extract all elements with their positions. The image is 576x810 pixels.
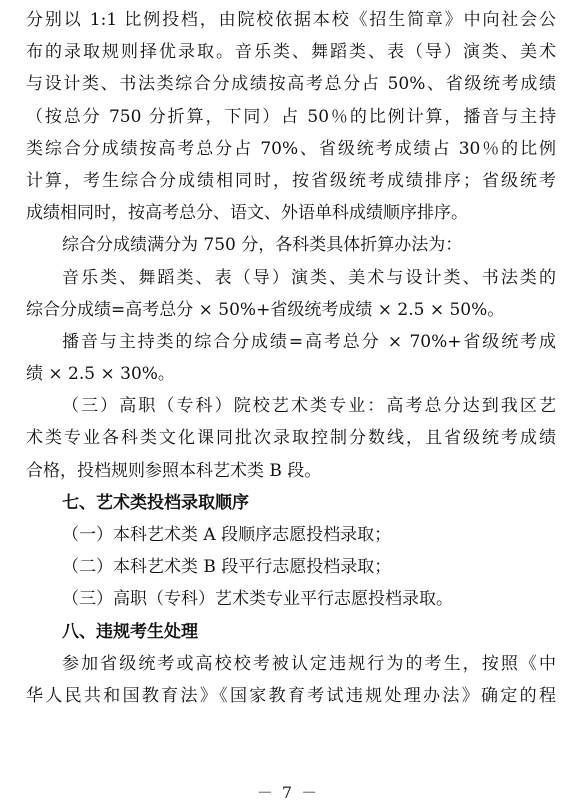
paragraph-line: 播音与主持类的综合分成绩=高考总分 × 70%+省级统考成 xyxy=(62,331,556,352)
paragraph-line: 合格，投档规则参照本科艺术类 B 段。 xyxy=(26,460,322,481)
list-item: （一）本科艺术类 A 段顺序志愿投档录取； xyxy=(62,525,392,545)
paragraph-line: 绩 × 2.5 × 30%。 xyxy=(26,364,175,385)
paragraph-line: 华人民共和国教育法》《国家教育考试违规处理办法》确定的程 xyxy=(26,685,556,706)
section-heading: 八、违规考生处理 xyxy=(62,621,198,642)
paragraph-line: 分别以 1:1 比例投档，由院校依据本校《招生简章》中向社会公 xyxy=(26,10,556,30)
list-item: （二）本科艺术类 B 段平行志愿投档录取； xyxy=(62,557,392,578)
document-body xyxy=(26,4,556,712)
paragraph-line: 综合分成绩=高考总分 × 50%+省级统考成绩 × 2.5 × 50%。 xyxy=(26,299,505,320)
paragraph-line: 与设计类、书法类综合分成绩按高考总分占 50%、省级统考成绩 xyxy=(26,74,556,95)
paragraph-line: 参加省级统考或高校校考被认定违规行为的考生，按照《中 xyxy=(62,653,556,674)
paragraph-line: 音乐类、舞蹈类、表（导）演类、美术与设计类、书法类的 xyxy=(62,267,556,288)
paragraph-line: 类综合分成绩按高考总分占 70%、省级统考成绩占 30％的比例 xyxy=(26,138,556,159)
paragraph-line: （三）高职（专科）院校艺术类专业：高考总分达到我区艺 xyxy=(62,396,556,417)
paragraph-line: 成绩相同时，按高考总分、语文、外语单科成绩顺序排序。 xyxy=(26,203,468,224)
list-item: （三）高职（专科）艺术类专业平行志愿投档录取。 xyxy=(62,589,453,610)
paragraph-line: 布的录取规则择优录取。音乐类、舞蹈类、表（导）演类、美术 xyxy=(26,42,556,63)
page-number: － 7 － xyxy=(256,783,320,802)
section-heading: 七、艺术类投档录取顺序 xyxy=(62,492,249,513)
paragraph-line: 计算，考生综合分成绩相同时，按省级统考成绩排序；省级统考 xyxy=(26,170,556,191)
paragraph-line: 综合分成绩满分为 750 分，各科类具体折算办法为： xyxy=(62,235,463,256)
paragraph-line: （按总分 750 分折算，下同）占 50％的比例计算，播音与主持 xyxy=(26,106,556,127)
paragraph-line: 术类专业各科类文化课同批次录取控制分数线，且省级统考成绩 xyxy=(26,428,556,449)
